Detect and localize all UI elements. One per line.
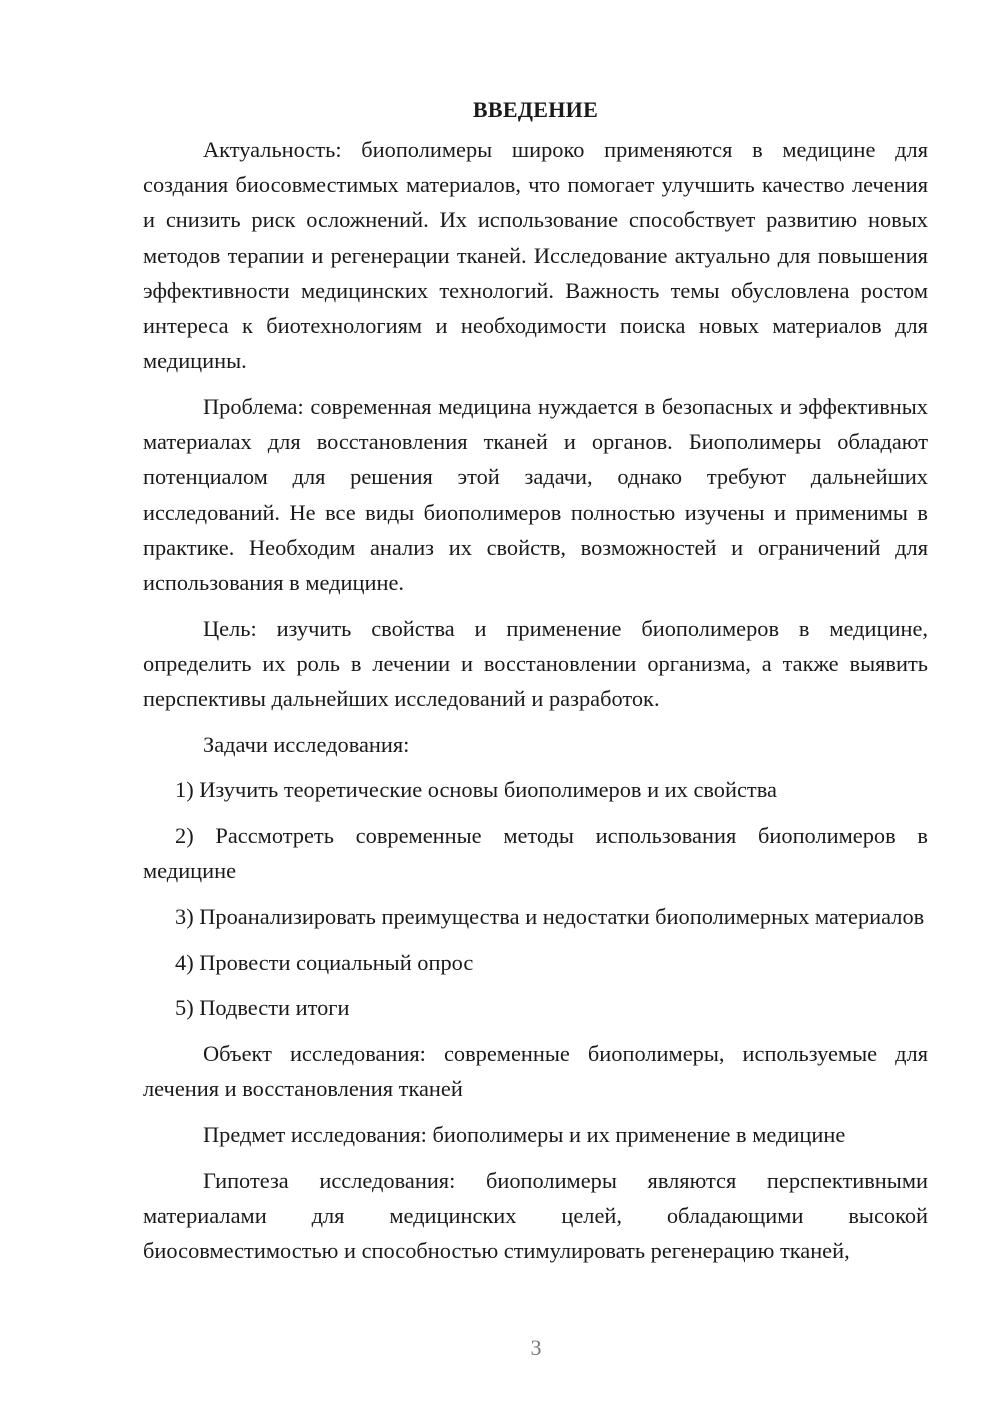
section-heading: ВВЕДЕНИЕ	[472, 97, 599, 122]
list-item-task-4: 4) Провести социальный опрос	[175, 949, 474, 975]
list-item-task-3: 3) Проанализировать преимущества и недостатки биополимерных материалов	[175, 904, 925, 930]
list-item-task-2: 2) Рассмотреть современные методы использования биополимеров в медицине	[143, 823, 928, 884]
list-item-task-5: 5) Подвести итоги	[175, 995, 350, 1021]
paragraph-problem: Проблема: современная медицина нуждается в безопасных и эффективных материалах для восстановления тканей и органов. Биополимеры обладают потенциалом для решения этой задачи, однако требуют дальнейших исследований. Не все виды биополимеров полностью изучены и применимы в практике. Необходим анализ их свойств, возможностей и ограничений для использования в медицине.	[143, 393, 928, 595]
paragraph-hypothesis: Гипотеза исследования: биополимеры являются перспективными материалами для медицинских целей, обладающими высокой биосовместимостью и способностью стимулировать регенерацию тканей,	[143, 1167, 928, 1264]
paragraph-object: Объект исследования: современные биополимеры, используемые для лечения и восстановления тканей	[143, 1041, 928, 1102]
paragraph-relevance: Актуальность: биополимеры широко применяются в медицине для создания биосовместимых материалов, что помогает улучшить качество лечения и снизить риск осложнений. Их использование способствует развитию новых методов терапии и регенерации тканей. Исследование актуально для повышения эффективности медицинских технологий. Важность темы обусловлена ростом интереса к биотехнологиям и необходимости поиска новых материалов для медицины.	[143, 137, 928, 374]
paragraph-tasks-title: Задачи исследования:	[203, 731, 410, 757]
paragraph-subject: Предмет исследования: биополимеры и их применение в медицине	[203, 1122, 846, 1148]
page-number: 3	[530, 1335, 542, 1360]
list-item-task-1: 1) Изучить теоретические основы биополимеров и их свойства	[175, 777, 777, 803]
paragraph-goal: Цель: изучить свойства и применение биополимеров в медицине, определить их роль в лечении и восстановлении организма, а также выявить перспективы дальнейших исследований и разработок.	[143, 615, 928, 712]
page-content	[143, 92, 928, 1279]
